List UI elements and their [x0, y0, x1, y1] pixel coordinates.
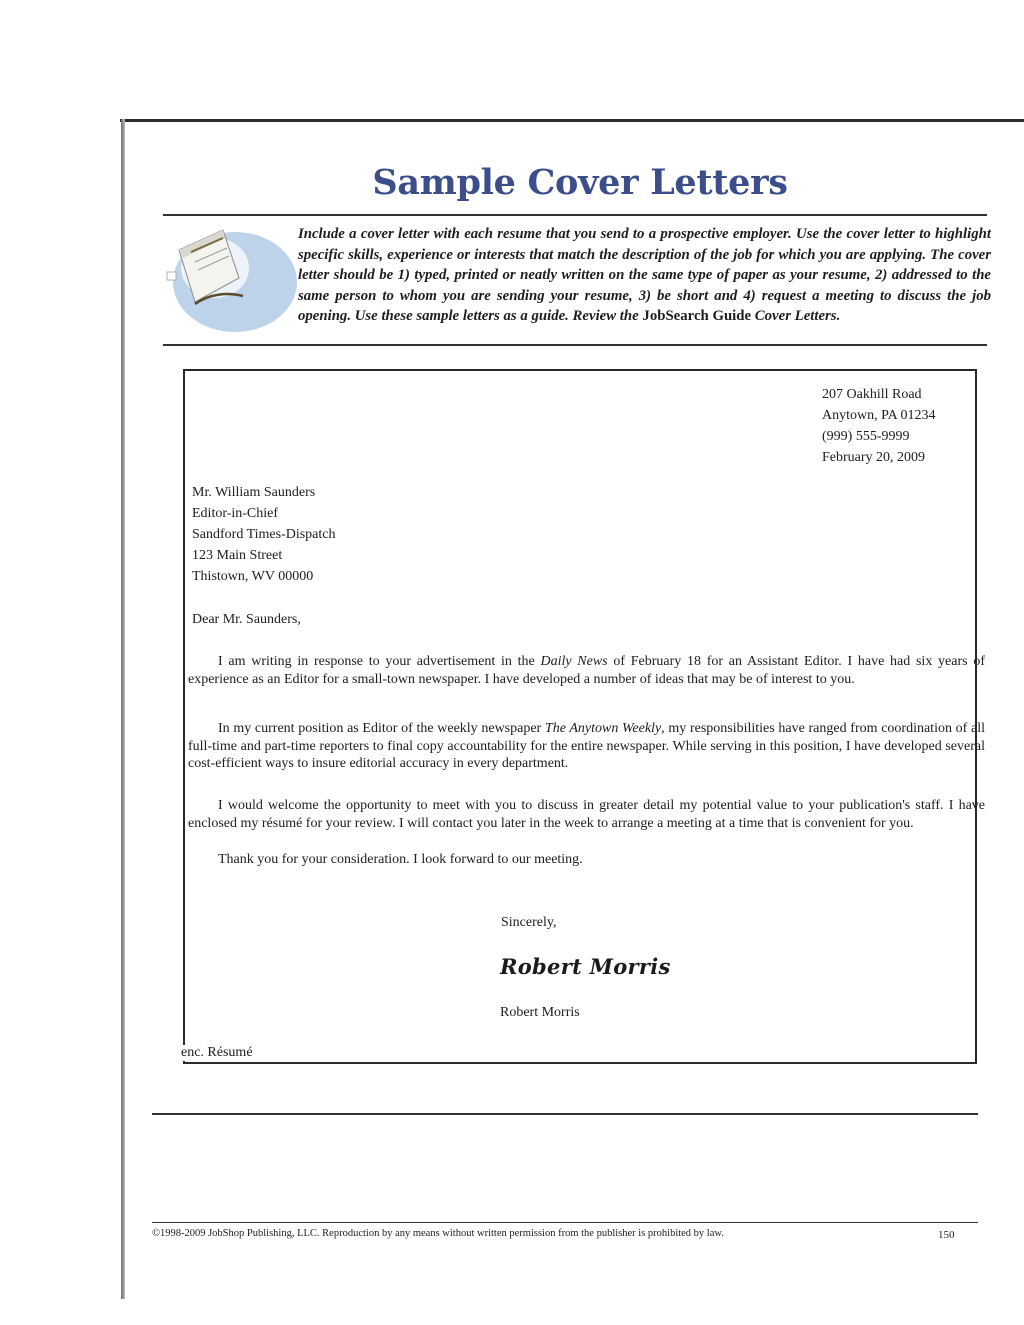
p3-text: I would welcome the opportunity to meet with you to discuss in greater detail my potential value to your publication's staff. I have enclosed my résumé for your review. I will contact you later in the week to arrange a meeting at a time that is convenient for you.	[188, 798, 985, 831]
salutation: Dear Mr. Saunders,	[192, 612, 301, 627]
footer-rule-top	[152, 1113, 978, 1115]
enclosure-note: enc. Résumé	[181, 1045, 256, 1061]
recipient-street: 123 Main Street	[192, 548, 283, 563]
letter-paragraph-1	[188, 653, 985, 688]
p2-publication: The Anytown Weekly	[544, 721, 662, 736]
page-top-edge	[120, 119, 1024, 122]
intro-text-end: Cover Letters.	[751, 308, 841, 325]
p2-text-b: , my responsibilities have ranged from coordination of all full-time and part-time reporters to final copy accountability for the entire newspaper. While serving in this position, I have developed several cost-efficient ways to insure editorial accuracy in every department.	[188, 721, 985, 771]
letter-paragraph-2	[188, 720, 985, 773]
sender-address	[822, 384, 935, 468]
recipient-company: Sandford Times-Dispatch	[192, 527, 336, 542]
complimentary-close: Sincerely,	[501, 915, 557, 930]
recipient-city: Thistown, WV 00000	[192, 569, 314, 584]
p1-publication: Daily News	[540, 654, 608, 669]
recipient-address	[192, 482, 336, 587]
sender-street: 207 Oakhill Road	[822, 387, 922, 402]
p2-text-a: In my current position as Editor of the weekly newspaper	[218, 721, 545, 736]
jobsearch-guide-name: JobSearch Guide	[642, 308, 752, 325]
handwritten-signature: Robert Morris	[500, 954, 671, 979]
header-rule-bottom	[163, 344, 987, 346]
intro-paragraph	[298, 224, 991, 327]
intro-text: Include a cover letter with each resume that you send to a prospective employer. Use the cover letter to highlight specific skills, experience or interests that match the description of the job for which you are applying. The cover letter should be 1) typed, printed or neatly written on the same type of paper as your resume, 2) addressed to the same person to whom you are sending your resume, 3) be short and 4) request a meeting to discuss the job opening. Use these sample letters as a guide. Review the	[298, 226, 991, 325]
copyright-notice: ©1998-2009 JobShop Publishing, LLC. Reproduction by any means without written permission from the publisher is prohibited by law.	[152, 1228, 724, 1239]
p1-text-b: of February 18 for an Assistant Editor. I have had six years of experience as an Editor for a small-town newspaper. I have developed a number of ideas that may be of interest to you.	[188, 654, 985, 687]
page-title: Sample Cover Letters	[372, 162, 788, 203]
page-number: 150	[938, 1229, 955, 1241]
header-rule-top	[163, 214, 987, 216]
letter-paragraph-3	[188, 797, 985, 832]
p1-text-a: I am writing in response to your advertisement in the	[218, 654, 541, 669]
page-left-edge	[121, 119, 125, 1299]
envelope-letter-illustration	[165, 218, 297, 338]
sender-city: Anytown, PA 01234	[822, 408, 936, 423]
letter-date: February 20, 2009	[822, 450, 926, 465]
recipient-name: Mr. William Saunders	[192, 485, 316, 500]
sender-phone: (999) 555-9999	[822, 429, 910, 444]
recipient-title: Editor-in-Chief	[192, 506, 279, 521]
envelope-letter-icon	[165, 218, 297, 338]
letter-paragraph-4: Thank you for your consideration. I look forward to our meeting.	[218, 852, 583, 867]
signer-name: Robert Morris	[500, 1005, 580, 1020]
footer-rule	[152, 1222, 978, 1223]
